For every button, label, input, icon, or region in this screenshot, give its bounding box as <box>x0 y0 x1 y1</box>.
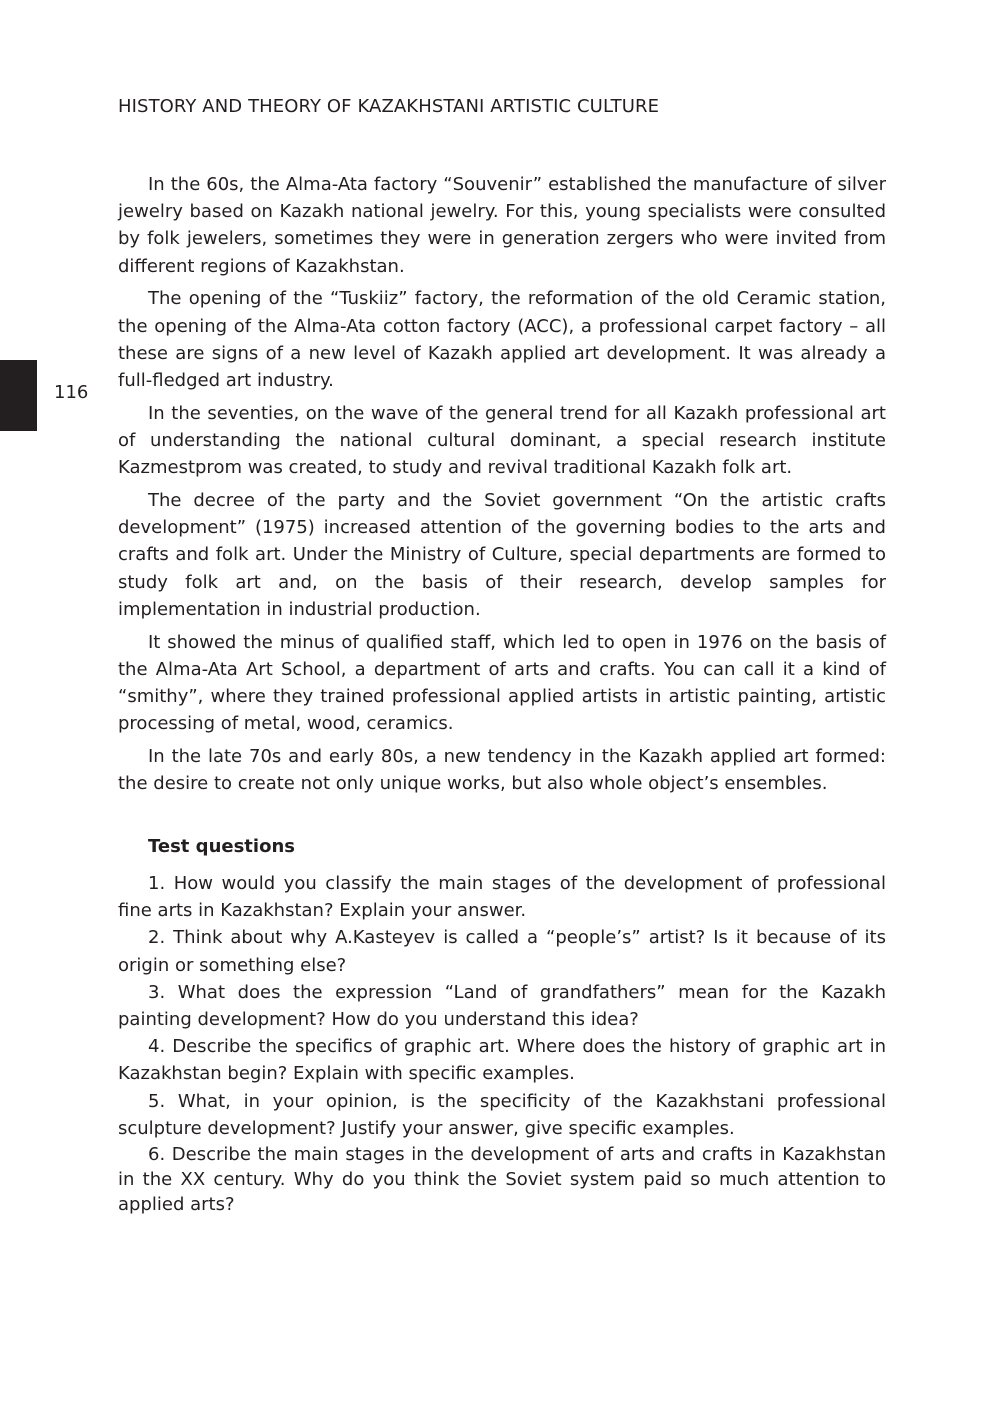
test-questions-heading: Test questions <box>148 836 295 857</box>
question-item: 4. Describe the specifics of graphic art. Where does the history of graphic art in Kazakhstan begin? Explain with specific examples. <box>118 1036 886 1085</box>
question-item: 3. What does the expression “Land of grandfathers” mean for the Kazakh painting development? How do you understand this idea? <box>118 981 886 1031</box>
paragraph: The opening of the “Tuskiiz” factory, the reformation of the old Ceramic station, the opening of the Alma-Ata cotton factory (ACC), a professional carpet factory – all these are signs of a new level of Kazakh applied art development. It was already a full-fledged art industry. <box>118 288 886 392</box>
paragraph: The decree of the party and the Soviet government “On the artistic crafts development” (1975) increased attention of the governing bodies to the arts and crafts and folk art. Under the Ministry of Culture, special departments are formed to study folk art and, on the basis of their research, develop samples for implementation in industrial production. <box>118 490 886 620</box>
paragraph: In the 60s, the Alma-Ata factory “Souvenir” established the manufacture of silver jewelry based on Kazakh national jewelry. For this, young specialists were consulted by folk jewelers, sometimes they were in generation zergers who were invited from different regions of Kazakhstan. <box>118 174 886 277</box>
paragraph: It showed the minus of qualified staff, which led to open in 1976 on the basis of the Alma-Ata Art School, a department of arts and crafts. You can call it a kind of “smithy”, where they trained professional applied artists in artistic painting, artistic processing of metal, wood, ceramics. <box>118 631 886 735</box>
question-item: 1. How would you classify the main stages of the development of professional fine arts in Kazakhstan? Explain your answer. <box>118 873 886 922</box>
page-edge-tab <box>0 360 37 431</box>
body-text <box>118 171 886 803</box>
paragraph: In the late 70s and early 80s, a new tendency in the Kazakh applied art formed: the desire to create not only unique works, but also whole object’s ensembles. <box>118 746 886 795</box>
test-questions-list <box>118 870 886 1217</box>
page-number: 116 <box>54 382 89 403</box>
question-item: 6. Describe the main stages in the development of arts and crafts in Kazakhstan in the XX century. Why do you think the Soviet system paid so much attention to applied arts? <box>118 1144 886 1216</box>
question-item: 5. What, in your opinion, is the specificity of the Kazakhstani professional sculpture development? Justify your answer, give specific examples. <box>118 1090 886 1139</box>
question-item: 2. Think about why A.Kasteyev is called a “people’s” artist? Is it because of its origin or something else? <box>118 927 886 976</box>
paragraph: In the seventies, on the wave of the general trend for all Kazakh professional art of understanding the national cultural dominant, a special research institute Kazmestprom was created, to study and revival traditional Kazakh folk art. <box>118 402 886 479</box>
running-head-title: HISTORY AND THEORY OF KAZAKHSTANI ARTISTIC CULTURE <box>118 96 660 117</box>
